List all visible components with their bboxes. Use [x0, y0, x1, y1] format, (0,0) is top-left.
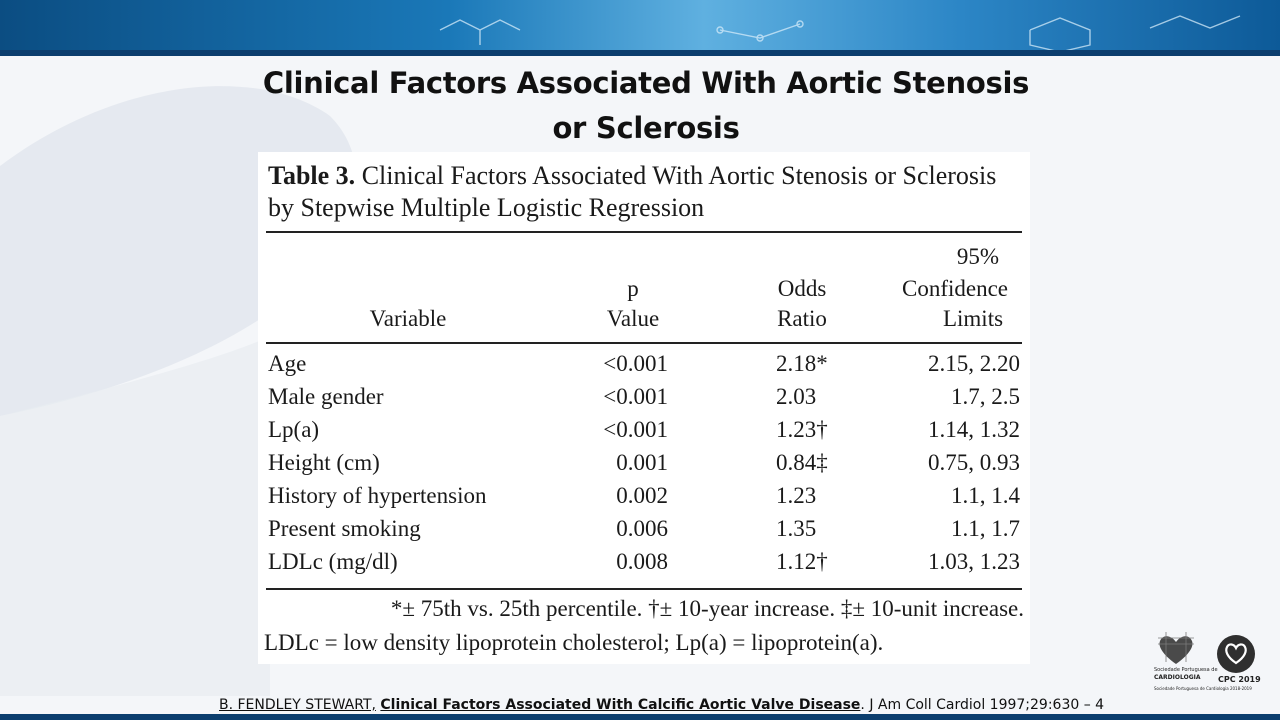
header-p-line1: p	[627, 276, 639, 301]
table-top-rule	[266, 231, 1022, 233]
spc-logo-line1: Sociedade Portuguesa de	[1154, 667, 1218, 673]
table-caption	[268, 160, 1028, 224]
molecule-decoration-icon	[0, 0, 1280, 56]
cell-p-value: <0.001	[603, 417, 668, 442]
cell-confidence-limits: 1.1, 1.7	[951, 516, 1020, 541]
cell-confidence-limits: 2.15, 2.20	[928, 351, 1020, 376]
header-ci-line3: Limits	[942, 306, 1004, 331]
cpc-2019-logo-icon	[1216, 634, 1256, 674]
header-p-line2: Value	[606, 306, 660, 331]
cell-variable: Age	[268, 351, 307, 376]
table-footnote	[264, 592, 1024, 660]
table-row	[258, 549, 1030, 581]
cell-odds-ratio: 1.12†	[776, 549, 828, 574]
cell-p-value: 0.002	[616, 483, 668, 508]
cell-p-value: <0.001	[603, 384, 668, 409]
table-row	[258, 516, 1030, 548]
spc-logo-line2: CARDIOLOGIA	[1154, 674, 1201, 681]
cell-odds-ratio: 1.23	[776, 483, 817, 508]
cell-confidence-limits: 1.1, 1.4	[951, 483, 1020, 508]
spc-heart-logo-icon	[1156, 632, 1196, 666]
cpc-logo-label: CPC 2019	[1218, 675, 1261, 684]
cell-odds-ratio: 1.35	[776, 516, 817, 541]
table-row	[258, 351, 1030, 383]
table-bottom-rule	[266, 588, 1022, 590]
cell-variable: Male gender	[268, 384, 384, 409]
slide-title-line2: or Sclerosis	[552, 111, 740, 145]
table-row	[258, 417, 1030, 449]
table-row	[258, 450, 1030, 482]
header-banner	[0, 0, 1280, 56]
table-caption-label: Table 3.	[268, 161, 356, 190]
cell-odds-ratio: 2.18*	[776, 351, 828, 376]
table-row	[258, 483, 1030, 515]
header-ci-line2: Confidence	[901, 276, 1008, 301]
header-bottom-rule	[266, 342, 1022, 344]
cell-p-value: <0.001	[603, 351, 668, 376]
citation-title: Clinical Factors Associated With Calcific Aortic Valve Disease	[380, 697, 861, 713]
header-variable: Variable	[369, 306, 447, 331]
cell-variable: LDLc (mg/dl)	[268, 549, 398, 574]
header-or-line2: Ratio	[777, 306, 827, 331]
citation-journal: . J Am Coll Cardiol 1997;29:630 – 4	[860, 697, 1105, 713]
table-caption-text: Clinical Factors Associated With Aortic Stenosis or Sclerosis by Stepwise Multiple Logistic Regression	[268, 161, 997, 222]
footnote-line2: LDLc = low density lipoprotein cholesterol; Lp(a) = lipoprotein(a).	[264, 630, 884, 655]
cell-odds-ratio: 1.23†	[776, 417, 828, 442]
regression-table	[258, 152, 1030, 664]
cell-confidence-limits: 0.75, 0.93	[928, 450, 1020, 475]
footnote-line1: *± 75th vs. 25th percentile. †± 10-year increase. ‡± 10-unit increase.	[390, 596, 1024, 621]
cell-variable: Height (cm)	[268, 450, 380, 475]
cell-p-value: 0.008	[616, 549, 668, 574]
slide-title-line1: Clinical Factors Associated With Aortic Stenosis	[262, 66, 1030, 100]
cell-p-value: 0.001	[616, 450, 668, 475]
cell-confidence-limits: 1.14, 1.32	[928, 417, 1020, 442]
cell-odds-ratio: 0.84‡	[776, 450, 828, 475]
cell-p-value: 0.006	[616, 516, 668, 541]
header-or-line1: Odds	[777, 276, 827, 301]
cell-variable: Present smoking	[268, 516, 421, 541]
cell-variable: Lp(a)	[268, 417, 320, 442]
citation-author: B. FENDLEY STEWART,	[219, 697, 376, 713]
citation	[219, 697, 1104, 713]
header-ci-line1: 95%	[956, 244, 1000, 269]
cell-confidence-limits: 1.03, 1.23	[928, 549, 1020, 574]
cell-confidence-limits: 1.7, 2.5	[951, 384, 1020, 409]
table-row	[258, 384, 1030, 416]
footer-bar	[0, 714, 1280, 720]
society-note: Sociedade Portuguesa de Cardiologia 2018-2019	[1154, 686, 1252, 691]
cell-odds-ratio: 2.03	[776, 384, 817, 409]
cell-variable: History of hypertension	[268, 483, 487, 508]
